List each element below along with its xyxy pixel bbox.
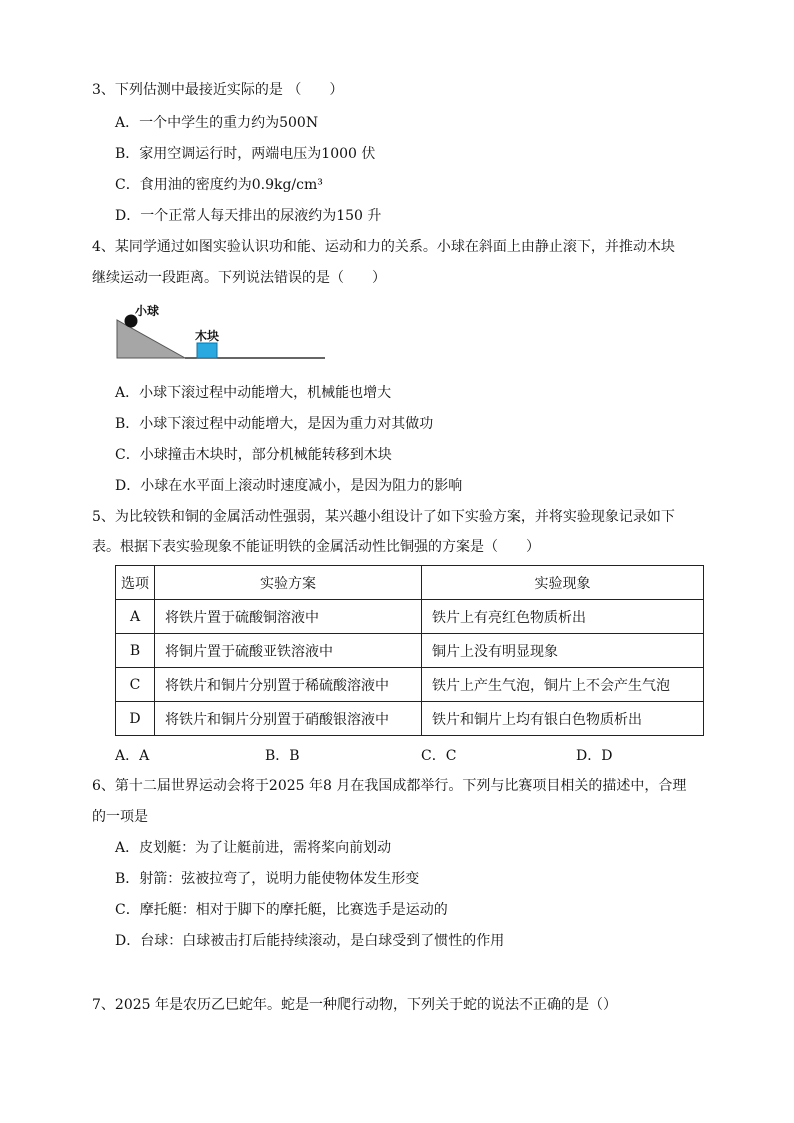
question-5-stem-line1: 5、为比较铁和铜的金属活动性强弱，某兴趣小组设计了如下实验方案，并将实验现象记录如下	[92, 509, 675, 525]
table-row	[116, 702, 704, 736]
question-4-stem-line2: 继续运动一段距离。下列说法错误的是（ ）	[92, 270, 386, 286]
row-option: A	[116, 600, 155, 634]
question-4-stem-line1: 4、某同学通过如图实验认识功和能、运动和力的关系。小球在斜面上由静止滚下，并推动木块	[92, 239, 675, 255]
q5-answer-b: B．B	[265, 748, 300, 764]
row-plan: 将铁片和铜片分别置于稀硫酸溶液中	[155, 668, 422, 702]
q3-option-a: A．一个中学生的重力约为500N	[115, 115, 319, 131]
row-plan: 将铁片置于硫酸铜溶液中	[155, 600, 422, 634]
q3-option-b: B．家用空调运行时，两端电压为1000 伏	[115, 146, 376, 162]
question-5-stem-line2: 表。根据下表实验现象不能证明铁的金属活动性比铜强的方案是（ ）	[92, 539, 540, 555]
header-option: 选项	[116, 566, 155, 600]
q5-answer-c: C．C	[421, 748, 457, 764]
header-phenomenon: 实验现象	[422, 566, 704, 600]
row-option: D	[116, 702, 155, 736]
question-7-stem: 7、2025 年是农历乙巳蛇年。蛇是一种爬行动物，下列关于蛇的说法不正确的是（）	[92, 997, 617, 1013]
q5-answer-a: A．A	[115, 748, 150, 764]
incline-diagram	[113, 300, 328, 364]
q4-option-c: C．小球撞击木块时，部分机械能转移到木块	[115, 447, 392, 463]
q6-option-d: D．台球：白球被击打后能持续滚动，是白球受到了惯性的作用	[115, 933, 505, 949]
header-plan: 实验方案	[155, 566, 422, 600]
table-row	[116, 600, 704, 634]
q6-option-b: B．射箭：弦被拉弯了，说明力能使物体发生形变	[115, 871, 420, 887]
q5-answer-d: D．D	[576, 748, 613, 764]
row-plan: 将铁片和铜片分别置于硝酸银溶液中	[155, 702, 422, 736]
question-6-stem-line2: 的一项是	[92, 809, 148, 825]
row-option: B	[116, 634, 155, 668]
row-plan: 将铜片置于硫酸亚铁溶液中	[155, 634, 422, 668]
row-phenomenon: 铜片上没有明显现象	[422, 634, 704, 668]
table-header-row	[116, 566, 704, 600]
q4-option-a: A．小球下滚过程中动能增大，机械能也增大	[115, 385, 392, 401]
wood-block	[197, 343, 217, 358]
row-phenomenon: 铁片上有亮红色物质析出	[422, 600, 704, 634]
ball-label: 小球	[135, 304, 160, 318]
block-label: 木块	[195, 329, 220, 343]
q4-option-b: B．小球下滚过程中动能增大，是因为重力对其做功	[115, 416, 434, 432]
q3-option-d: D．一个正常人每天排出的尿液约为150 升	[115, 208, 382, 224]
row-phenomenon: 铁片和铜片上均有银白色物质析出	[422, 702, 704, 736]
question-3-stem: 3、下列估测中最接近实际的是 （ ）	[92, 82, 344, 98]
q3-option-c: C．食用油的密度约为0.9kg/cm³	[115, 177, 323, 193]
q6-option-c: C．摩托艇：相对于脚下的摩托艇，比赛选手是运动的	[115, 902, 448, 918]
experiment-table	[115, 565, 704, 736]
q6-option-a: A．皮划艇：为了让艇前进，需将桨向前划动	[115, 840, 392, 856]
table-row	[116, 668, 704, 702]
row-option: C	[116, 668, 155, 702]
q4-option-d: D．小球在水平面上滚动时速度减小，是因为阻力的影响	[115, 478, 463, 494]
question-6-stem-line1: 6、第十二届世界运动会将于2025 年8 月在我国成都举行。下列与比赛项目相关的描述中，合理	[92, 778, 687, 794]
row-phenomenon: 铁片上产生气泡，铜片上不会产生气泡	[422, 668, 704, 702]
table-row	[116, 634, 704, 668]
